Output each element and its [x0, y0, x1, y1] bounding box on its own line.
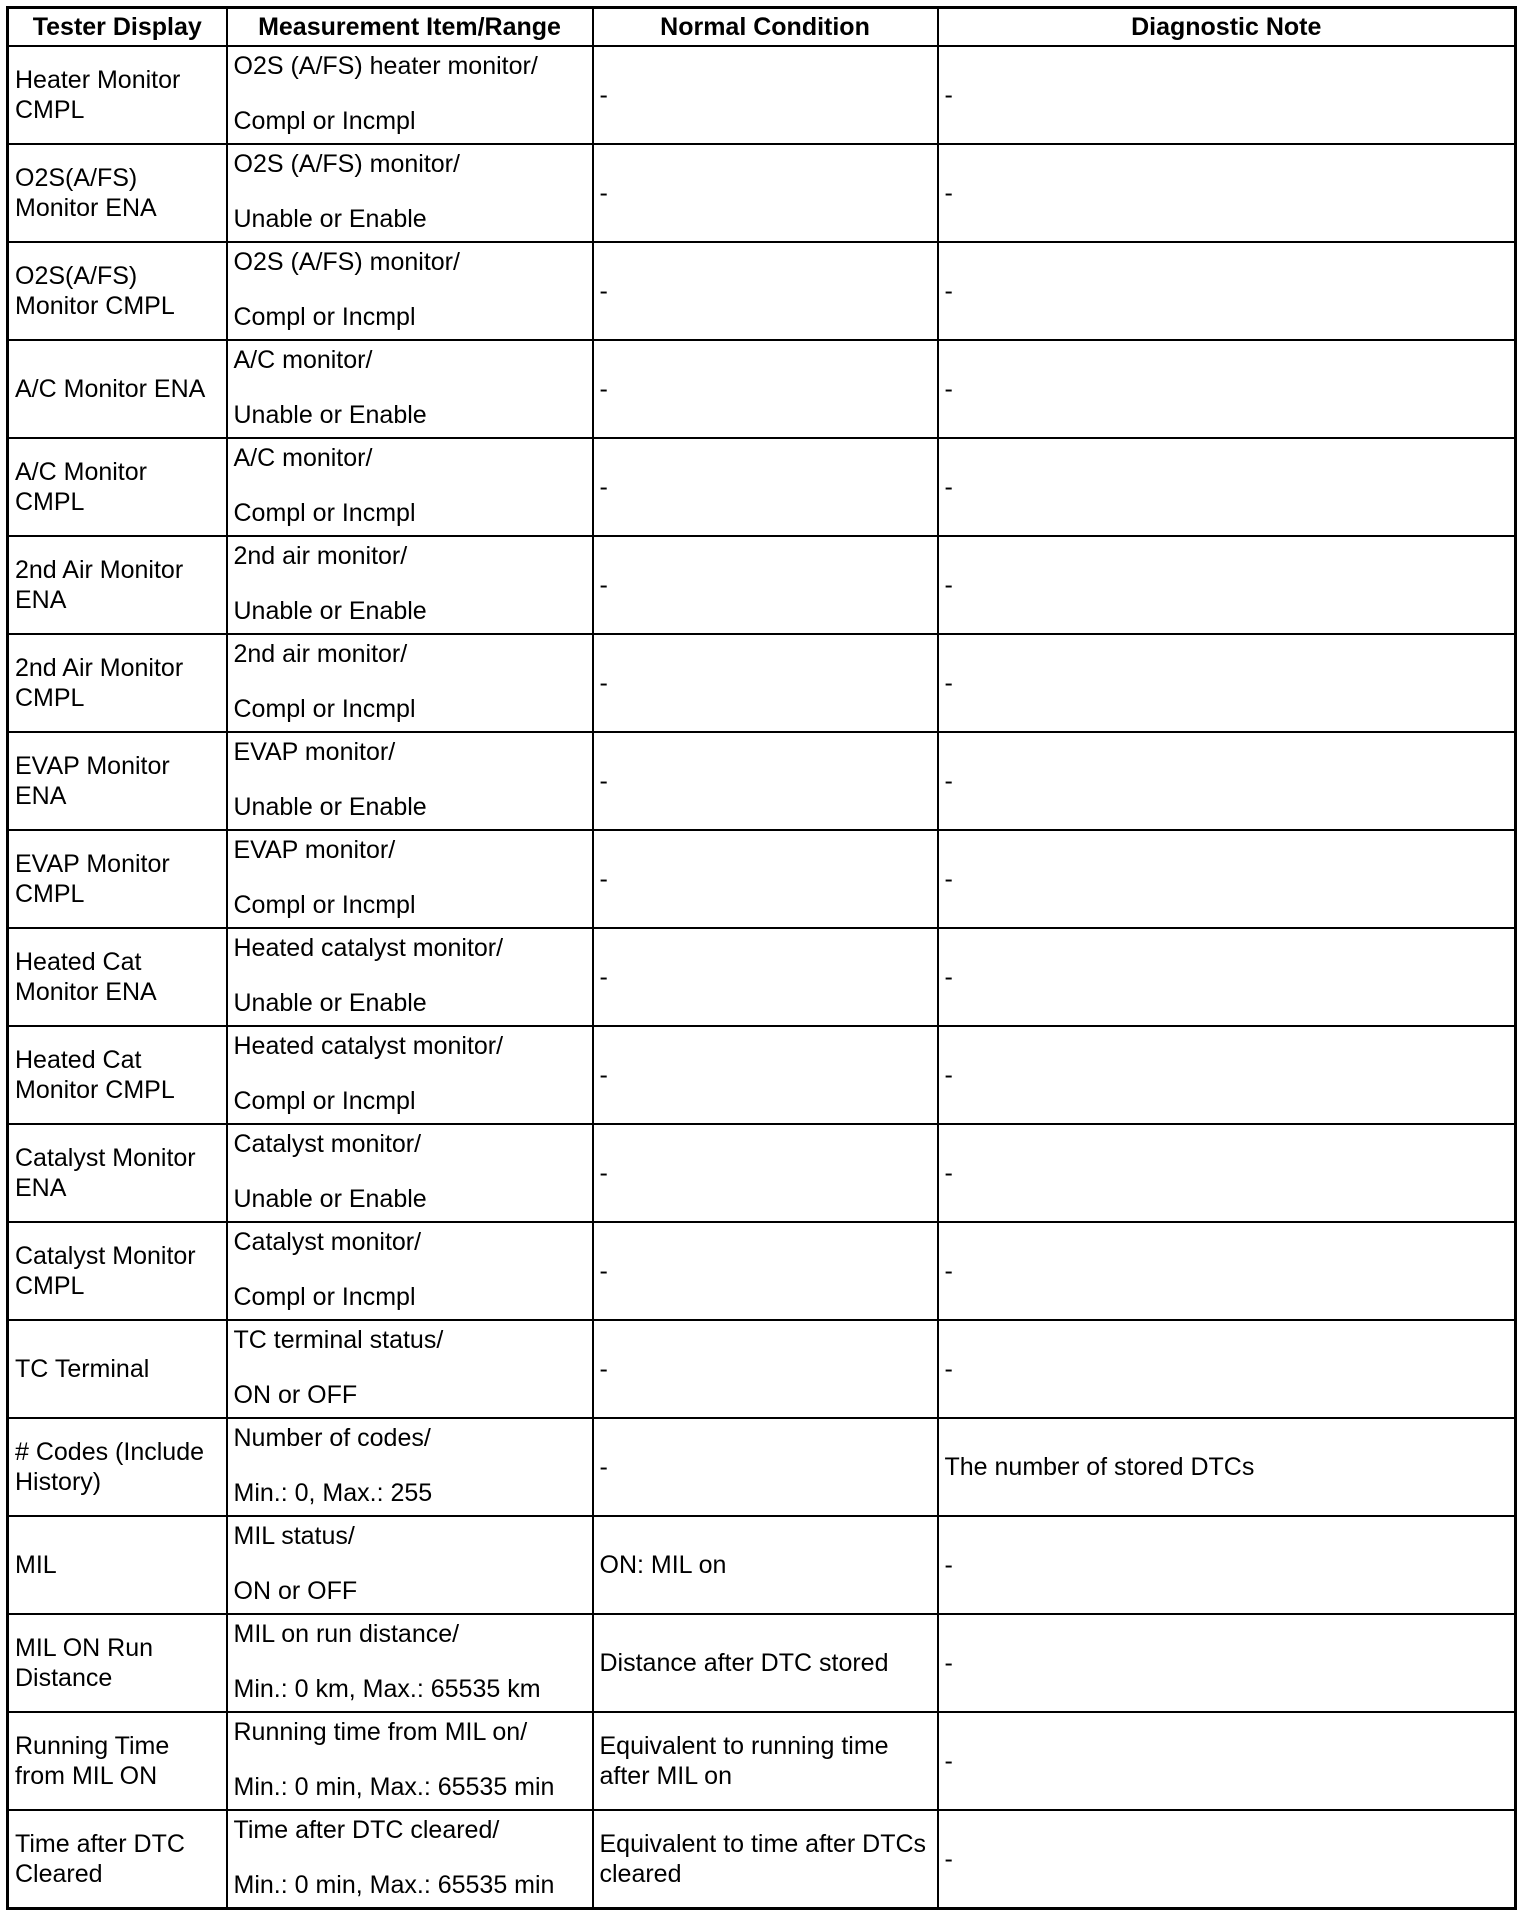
cell-diagnostic-note — [938, 242, 1516, 340]
cell-normal-condition — [593, 1712, 938, 1810]
diagnostic-note-text: - — [944, 179, 953, 207]
cell-tester-display — [8, 1026, 227, 1124]
cell-diagnostic-note — [938, 536, 1516, 634]
range-spacer — [234, 473, 586, 498]
cell-diagnostic-note — [938, 1026, 1516, 1124]
range-spacer — [234, 1845, 586, 1870]
cell-tester-display — [8, 1516, 227, 1614]
measurement-range-text: ON or OFF — [233, 1577, 358, 1605]
cell-measurement-item-range — [227, 1614, 593, 1712]
table-row — [8, 634, 1516, 732]
measurement-range-text: Unable or Enable — [233, 793, 427, 821]
cell-tester-display — [8, 634, 227, 732]
normal-condition-text: Distance after DTC stored — [599, 1649, 889, 1677]
table-row — [8, 1418, 1516, 1516]
cell-normal-condition — [593, 830, 938, 928]
diagnostic-note-text: - — [944, 81, 953, 109]
measurement-range-text: Min.: 0 min, Max.: 65535 min — [233, 1871, 555, 1899]
tester-display-text: EVAP Monitor CMPL — [15, 850, 170, 908]
cell-tester-display — [8, 1418, 227, 1516]
measurement-item-text: Time after DTC cleared/ — [233, 1816, 500, 1844]
cell-diagnostic-note — [938, 1712, 1516, 1810]
range-spacer — [234, 375, 586, 400]
cell-diagnostic-note — [938, 46, 1516, 144]
measurement-range-text: Unable or Enable — [233, 1185, 427, 1213]
normal-condition-text: Equivalent to running time after MIL on — [599, 1732, 889, 1790]
diagnostic-note-text: - — [944, 473, 953, 501]
measurement-item-text: EVAP monitor/ — [233, 738, 396, 766]
range-spacer — [234, 277, 586, 302]
cell-diagnostic-note — [938, 144, 1516, 242]
tester-display-text: TC Terminal — [15, 1355, 150, 1383]
cell-measurement-item-range — [227, 46, 593, 144]
tester-display-text: Time after DTC Cleared — [15, 1829, 185, 1888]
normal-condition-text: - — [599, 473, 608, 501]
diagnostic-note-text: - — [944, 865, 953, 893]
range-spacer — [234, 1159, 586, 1184]
cell-normal-condition — [593, 732, 938, 830]
table-row — [8, 1712, 1516, 1810]
cell-normal-condition — [593, 1516, 938, 1614]
measurement-item-text: TC terminal status/ — [233, 1326, 444, 1354]
measurement-item-text: Number of codes/ — [233, 1424, 431, 1452]
cell-measurement-item-range — [227, 1222, 593, 1320]
cell-diagnostic-note — [938, 1516, 1516, 1614]
range-spacer — [234, 1747, 586, 1772]
table-row — [8, 928, 1516, 1026]
cell-normal-condition — [593, 144, 938, 242]
table-row — [8, 1516, 1516, 1614]
cell-measurement-item-range — [227, 634, 593, 732]
cell-normal-condition — [593, 1810, 938, 1908]
range-spacer — [234, 1453, 586, 1478]
cell-measurement-item-range — [227, 1124, 593, 1222]
normal-condition-text: - — [599, 277, 608, 305]
cell-measurement-item-range — [227, 732, 593, 830]
table-row — [8, 732, 1516, 830]
cell-normal-condition — [593, 46, 938, 144]
column-header-diagnostic-note: Diagnostic Note — [938, 8, 1516, 47]
measurement-item-text: Heated catalyst monitor/ — [233, 934, 504, 962]
cell-measurement-item-range — [227, 536, 593, 634]
range-spacer — [234, 571, 586, 596]
tester-display-text: # Codes (Include History) — [15, 1438, 205, 1496]
table-row — [8, 1810, 1516, 1908]
cell-measurement-item-range — [227, 1810, 593, 1908]
diagnostic-note-text: - — [944, 277, 953, 305]
diagnostic-note-text: - — [944, 1649, 953, 1677]
normal-condition-text: - — [599, 963, 608, 991]
range-spacer — [234, 669, 586, 694]
diagnostic-note-text: - — [944, 669, 953, 697]
tester-display-text: 2nd Air Monitor ENA — [15, 556, 184, 614]
cell-normal-condition — [593, 1320, 938, 1418]
measurement-range-text: Unable or Enable — [233, 989, 427, 1017]
measurement-item-text: Catalyst monitor/ — [233, 1130, 422, 1158]
cell-diagnostic-note — [938, 1614, 1516, 1712]
table-row — [8, 242, 1516, 340]
normal-condition-text: ON: MIL on — [599, 1551, 727, 1579]
cell-normal-condition — [593, 1124, 938, 1222]
diagnostic-note-text: - — [944, 1747, 953, 1775]
measurement-range-text: Compl or Incmpl — [233, 695, 416, 723]
cell-measurement-item-range — [227, 1516, 593, 1614]
diagnostic-note-text: - — [944, 1355, 953, 1383]
table-row — [8, 1222, 1516, 1320]
cell-tester-display — [8, 1124, 227, 1222]
table-row — [8, 1320, 1516, 1418]
cell-diagnostic-note — [938, 732, 1516, 830]
table-row — [8, 438, 1516, 536]
cell-tester-display — [8, 536, 227, 634]
cell-normal-condition — [593, 242, 938, 340]
diagnostic-note-text: - — [944, 1061, 953, 1089]
table-row — [8, 1614, 1516, 1712]
measurement-item-text: O2S (A/FS) heater monitor/ — [233, 52, 538, 80]
cell-normal-condition — [593, 928, 938, 1026]
table-row — [8, 340, 1516, 438]
diagnostic-note-text: - — [944, 375, 953, 403]
table-row — [8, 1026, 1516, 1124]
measurement-range-text: ON or OFF — [233, 1381, 358, 1409]
cell-measurement-item-range — [227, 242, 593, 340]
tester-display-text: Catalyst Monitor CMPL — [15, 1242, 196, 1300]
cell-tester-display — [8, 1712, 227, 1810]
cell-tester-display — [8, 144, 227, 242]
table-row — [8, 830, 1516, 928]
cell-tester-display — [8, 1320, 227, 1418]
normal-condition-text: - — [599, 865, 608, 893]
normal-condition-text: - — [599, 179, 608, 207]
diagnostic-data-table — [6, 6, 1517, 1910]
normal-condition-text: - — [599, 1061, 608, 1089]
diagnostic-note-text: - — [944, 1844, 953, 1873]
cell-measurement-item-range — [227, 830, 593, 928]
table-row — [8, 536, 1516, 634]
measurement-range-text: Min.: 0 km, Max.: 65535 km — [233, 1675, 541, 1703]
tester-display-text: A/C Monitor ENA — [15, 375, 206, 403]
measurement-range-text: Compl or Incmpl — [233, 107, 416, 135]
measurement-range-text: Unable or Enable — [233, 205, 427, 233]
measurement-range-text: Min.: 0, Max.: 255 — [233, 1479, 433, 1507]
cell-diagnostic-note — [938, 1124, 1516, 1222]
diagnostic-note-text: The number of stored DTCs — [944, 1453, 1255, 1481]
table-body — [8, 46, 1516, 1908]
diagnostic-note-text: - — [944, 767, 953, 795]
diagnostic-note-text: - — [944, 1159, 953, 1187]
diagnostic-note-text: - — [944, 1551, 953, 1579]
range-spacer — [234, 81, 586, 106]
cell-tester-display — [8, 928, 227, 1026]
normal-condition-text: Equivalent to time after DTCs cleared — [599, 1829, 927, 1888]
normal-condition-text: - — [599, 669, 608, 697]
measurement-item-text: A/C monitor/ — [233, 444, 373, 472]
cell-measurement-item-range — [227, 1712, 593, 1810]
cell-diagnostic-note — [938, 1222, 1516, 1320]
cell-diagnostic-note — [938, 1810, 1516, 1908]
diagnostic-note-text: - — [944, 1257, 953, 1285]
measurement-range-text: Compl or Incmpl — [233, 1087, 416, 1115]
measurement-range-text: Compl or Incmpl — [233, 499, 416, 527]
measurement-item-text: 2nd air monitor/ — [233, 640, 408, 668]
cell-tester-display — [8, 830, 227, 928]
range-spacer — [234, 865, 586, 890]
measurement-item-text: 2nd air monitor/ — [233, 542, 408, 570]
diagnostic-note-text: - — [944, 963, 953, 991]
cell-measurement-item-range — [227, 1418, 593, 1516]
range-spacer — [234, 1649, 586, 1674]
cell-diagnostic-note — [938, 1320, 1516, 1418]
tester-display-text: MIL — [15, 1551, 57, 1579]
diagnostic-note-text: - — [944, 571, 953, 599]
cell-normal-condition — [593, 634, 938, 732]
tester-display-text: MIL ON Run Distance — [15, 1634, 154, 1692]
tester-display-text: A/C Monitor CMPL — [15, 458, 147, 516]
table-row — [8, 144, 1516, 242]
cell-measurement-item-range — [227, 438, 593, 536]
cell-tester-display — [8, 1222, 227, 1320]
range-spacer — [234, 1551, 586, 1576]
measurement-range-text: Compl or Incmpl — [233, 1283, 416, 1311]
tester-display-text: O2S(A/FS) Monitor CMPL — [15, 262, 175, 320]
tester-display-text: Running Time from MIL ON — [15, 1732, 170, 1790]
column-header-measurement-item-range: Measurement Item/Range — [227, 8, 593, 47]
normal-condition-text: - — [599, 1355, 608, 1383]
measurement-item-text: O2S (A/FS) monitor/ — [233, 248, 460, 276]
tester-display-text: Heated Cat Monitor ENA — [15, 948, 157, 1006]
measurement-item-text: Running time from MIL on/ — [233, 1718, 528, 1746]
cell-diagnostic-note — [938, 340, 1516, 438]
tester-display-text: Catalyst Monitor ENA — [15, 1144, 196, 1202]
cell-diagnostic-note — [938, 830, 1516, 928]
cell-measurement-item-range — [227, 144, 593, 242]
cell-normal-condition — [593, 340, 938, 438]
cell-normal-condition — [593, 536, 938, 634]
range-spacer — [234, 963, 586, 988]
measurement-range-text: Unable or Enable — [233, 597, 427, 625]
normal-condition-text: - — [599, 1257, 608, 1285]
table-row — [8, 1124, 1516, 1222]
table-row — [8, 46, 1516, 144]
measurement-item-text: MIL on run distance/ — [233, 1620, 460, 1648]
measurement-item-text: A/C monitor/ — [233, 346, 373, 374]
cell-diagnostic-note — [938, 928, 1516, 1026]
cell-tester-display — [8, 732, 227, 830]
measurement-item-text: O2S (A/FS) monitor/ — [233, 150, 460, 178]
cell-normal-condition — [593, 438, 938, 536]
normal-condition-text: - — [599, 571, 608, 599]
range-spacer — [234, 179, 586, 204]
measurement-range-text: Min.: 0 min, Max.: 65535 min — [233, 1773, 555, 1801]
measurement-item-text: EVAP monitor/ — [233, 836, 396, 864]
cell-measurement-item-range — [227, 1026, 593, 1124]
tester-display-text: Heated Cat Monitor CMPL — [15, 1046, 175, 1104]
normal-condition-text: - — [599, 767, 608, 795]
cell-normal-condition — [593, 1026, 938, 1124]
tester-display-text: EVAP Monitor ENA — [15, 752, 170, 810]
measurement-range-text: Compl or Incmpl — [233, 891, 416, 919]
tester-display-text: 2nd Air Monitor CMPL — [15, 654, 184, 712]
range-spacer — [234, 1061, 586, 1086]
measurement-item-text: MIL status/ — [233, 1522, 355, 1550]
range-spacer — [234, 767, 586, 792]
measurement-item-text: Catalyst monitor/ — [233, 1228, 422, 1256]
column-header-normal-condition: Normal Condition — [593, 8, 938, 47]
cell-measurement-item-range — [227, 1320, 593, 1418]
cell-normal-condition — [593, 1614, 938, 1712]
cell-diagnostic-note — [938, 1418, 1516, 1516]
normal-condition-text: - — [599, 1453, 608, 1481]
column-header-tester-display: Tester Display — [8, 8, 227, 47]
cell-diagnostic-note — [938, 634, 1516, 732]
cell-tester-display — [8, 242, 227, 340]
measurement-item-text: Heated catalyst monitor/ — [233, 1032, 504, 1060]
cell-measurement-item-range — [227, 340, 593, 438]
cell-normal-condition — [593, 1418, 938, 1516]
cell-measurement-item-range — [227, 928, 593, 1026]
cell-tester-display — [8, 438, 227, 536]
cell-diagnostic-note — [938, 438, 1516, 536]
measurement-range-text: Unable or Enable — [233, 401, 427, 429]
cell-tester-display — [8, 1810, 227, 1908]
normal-condition-text: - — [599, 81, 608, 109]
normal-condition-text: - — [599, 375, 608, 403]
tester-display-text: Heater Monitor CMPL — [15, 66, 181, 124]
cell-tester-display — [8, 340, 227, 438]
cell-tester-display — [8, 1614, 227, 1712]
table-header-row — [8, 8, 1516, 47]
normal-condition-text: - — [599, 1159, 608, 1187]
cell-normal-condition — [593, 1222, 938, 1320]
cell-tester-display — [8, 46, 227, 144]
range-spacer — [234, 1257, 586, 1282]
measurement-range-text: Compl or Incmpl — [233, 303, 416, 331]
range-spacer — [234, 1355, 586, 1380]
tester-display-text: O2S(A/FS) Monitor ENA — [15, 164, 157, 222]
